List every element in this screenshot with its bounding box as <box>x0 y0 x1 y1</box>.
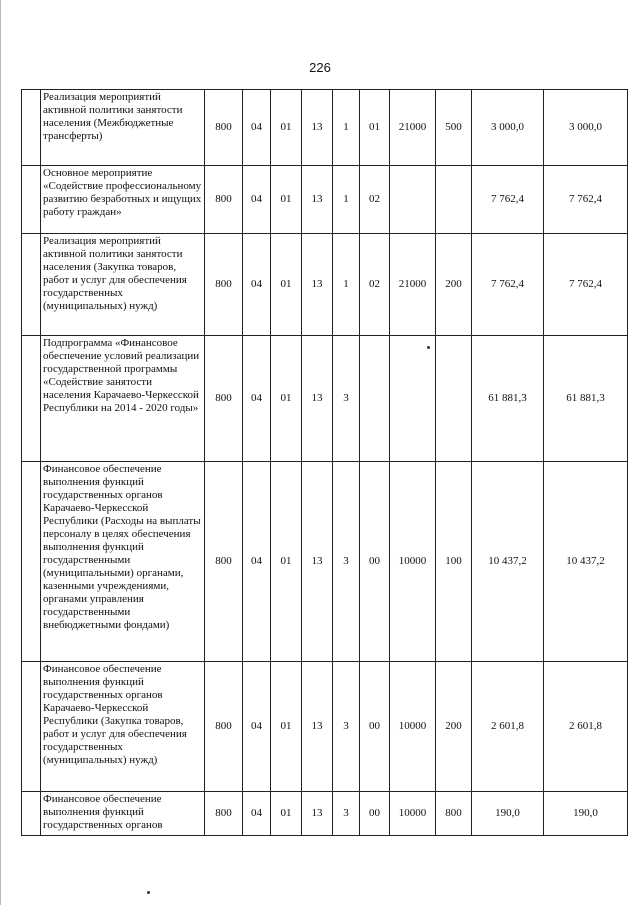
code-cell: 13 <box>302 234 333 336</box>
amount-cell: 10 437,2 <box>544 462 628 662</box>
blank-cell <box>22 792 41 836</box>
code-cell <box>390 166 436 234</box>
blank-cell <box>22 166 41 234</box>
amount-cell: 7 762,4 <box>472 234 544 336</box>
amount-cell: 7 762,4 <box>544 166 628 234</box>
blank-cell <box>22 234 41 336</box>
amount-cell: 7 762,4 <box>472 166 544 234</box>
code-cell: 3 <box>333 662 360 792</box>
blank-cell <box>22 336 41 462</box>
code-cell: 04 <box>243 234 271 336</box>
code-cell <box>436 166 472 234</box>
row-name: Реализация мероприятий активной политики занятости населения (Закупка товаров, работ и услуг для обеспечения государственных (муниципальных) нужд) <box>41 234 205 336</box>
code-cell: 800 <box>205 90 243 166</box>
code-cell: 01 <box>271 166 302 234</box>
code-cell: 800 <box>436 792 472 836</box>
code-cell: 04 <box>243 166 271 234</box>
table-row <box>22 462 628 662</box>
code-cell: 200 <box>436 234 472 336</box>
code-cell: 04 <box>243 462 271 662</box>
code-cell: 3 <box>333 462 360 662</box>
code-cell: 04 <box>243 336 271 462</box>
code-cell: 800 <box>205 662 243 792</box>
code-cell: 04 <box>243 662 271 792</box>
amount-cell: 2 601,8 <box>544 662 628 792</box>
code-cell: 21000 <box>390 90 436 166</box>
row-name: Реализация мероприятий активной политики занятости населения (Межбюджетные трансферты) <box>41 90 205 166</box>
code-cell <box>360 336 390 462</box>
code-cell: 10000 <box>390 792 436 836</box>
code-cell: 01 <box>271 662 302 792</box>
amount-cell: 190,0 <box>472 792 544 836</box>
row-name: Подпрограмма «Финансовое обеспечение условий реализации государственной программы «Содействие занятости населения Карачаево-Черкесской Республики на 2014 - 2020 годы» <box>41 336 205 462</box>
page-number: 226 <box>309 60 331 75</box>
code-cell: 00 <box>360 792 390 836</box>
code-cell: 800 <box>205 462 243 662</box>
table-row <box>22 792 628 836</box>
code-cell: 800 <box>205 336 243 462</box>
amount-cell: 10 437,2 <box>472 462 544 662</box>
code-cell: 800 <box>205 166 243 234</box>
code-cell: 00 <box>360 662 390 792</box>
code-cell: 800 <box>205 234 243 336</box>
code-cell: 13 <box>302 336 333 462</box>
code-cell: 13 <box>302 90 333 166</box>
table-row <box>22 166 628 234</box>
code-cell: 500 <box>436 90 472 166</box>
code-cell: 01 <box>360 90 390 166</box>
code-cell: 10000 <box>390 662 436 792</box>
code-cell: 800 <box>205 792 243 836</box>
scan-speck <box>147 891 150 894</box>
code-cell: 13 <box>302 662 333 792</box>
blank-cell <box>22 90 41 166</box>
code-cell: 02 <box>360 166 390 234</box>
code-cell: 01 <box>271 90 302 166</box>
code-cell: 01 <box>271 792 302 836</box>
code-cell: 01 <box>271 336 302 462</box>
code-cell: 3 <box>333 792 360 836</box>
code-cell: 02 <box>360 234 390 336</box>
code-cell: 1 <box>333 166 360 234</box>
row-name: Финансовое обеспечение выполнения функций государственных органов Карачаево-Черкесской Республики (Расходы на выплаты персоналу в целях обеспечения выполнения функций государственными (муниципальными) органами, казенными учреждениями, органами управления государственными внебюджетными фондами) <box>41 462 205 662</box>
row-name: Финансовое обеспечение выполнения функций государственных органов Карачаево-Черкесской Республики (Закупка товаров, работ и услуг для обеспечения государственных (муниципальных) нужд) <box>41 662 205 792</box>
code-cell: 01 <box>271 462 302 662</box>
budget-table <box>21 89 628 836</box>
blank-cell <box>22 462 41 662</box>
amount-cell: 190,0 <box>544 792 628 836</box>
table-row <box>22 336 628 462</box>
row-name: Финансовое обеспечение выполнения функций государственных органов <box>41 792 205 836</box>
code-cell: 100 <box>436 462 472 662</box>
code-cell: 13 <box>302 462 333 662</box>
code-cell: 13 <box>302 166 333 234</box>
code-cell: 10000 <box>390 462 436 662</box>
table-row <box>22 90 628 166</box>
code-cell: 04 <box>243 90 271 166</box>
code-cell: 13 <box>302 792 333 836</box>
amount-cell: 61 881,3 <box>472 336 544 462</box>
code-cell: 01 <box>271 234 302 336</box>
amount-cell: 3 000,0 <box>544 90 628 166</box>
amount-cell: 7 762,4 <box>544 234 628 336</box>
amount-cell: 3 000,0 <box>472 90 544 166</box>
amount-cell: 2 601,8 <box>472 662 544 792</box>
code-cell <box>436 336 472 462</box>
row-name: Основное мероприятие «Содействие профессиональному развитию безработных и ищущих работу граждан» <box>41 166 205 234</box>
table-row <box>22 234 628 336</box>
scan-edge <box>0 0 1 905</box>
code-cell: 3 <box>333 336 360 462</box>
table-row <box>22 662 628 792</box>
code-cell: 00 <box>360 462 390 662</box>
scan-speck <box>427 346 430 349</box>
blank-cell <box>22 662 41 792</box>
amount-cell: 61 881,3 <box>544 336 628 462</box>
code-cell: 1 <box>333 90 360 166</box>
code-cell: 200 <box>436 662 472 792</box>
code-cell: 04 <box>243 792 271 836</box>
code-cell: 21000 <box>390 234 436 336</box>
code-cell: 1 <box>333 234 360 336</box>
code-cell <box>390 336 436 462</box>
